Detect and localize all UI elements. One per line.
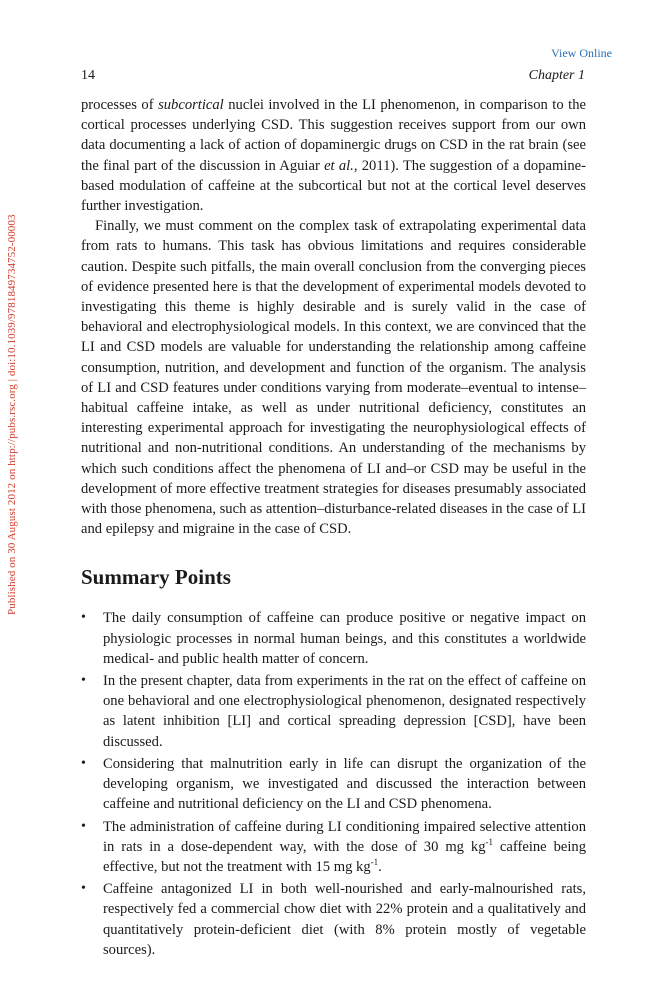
running-header — [81, 68, 585, 86]
summary-point-3-text: Considering that malnutrition early in life can disrupt the organization of the developing organism, we investigated and discussed the interaction between caffeine and nutritional deficiency on the LI and CSD phenomena. — [103, 755, 586, 813]
bullet-icon: • — [81, 755, 86, 771]
summary-point-3 — [81, 754, 586, 815]
para1-text-a: processes of — [81, 97, 159, 113]
doi-citation[interactable]: Published on 30 August 2012 on http://pubs.rsc.org | doi:10.1039/9781849734752-00003 — [6, 214, 18, 615]
para1-text-c: , 2011). The suggestion of a dopamine-based modulation of caffeine at the subcortical but not at the cortical level deserves further investigation. — [81, 157, 586, 215]
summary-point-4-text-c: . — [378, 858, 382, 875]
superscript-minus-one: -1 — [485, 836, 493, 847]
paragraph-2: Finally, we must comment on the complex task of extrapolating experimental data from rats to humans. This task has obvious limitations and requires considerable caution. Despite such pitfalls, the main overall conclusion from the converging pieces of evidence presented here is that the development of experimental models devoted to investigating this theme is highly desirable and is surely valid in the case of behavioral and electrophysiological models. In this context, we are convinced that the LI and CSD models are valuable for understanding the relationship among caffeine consumption, nutrition, and development and function of the organism. The analysis of LI and CSD features under conditions varying from moderate–eventual to intense–habitual caffeine intake, as well as under nutritional deficiency, constitutes an interesting experimental approach for investigating the neurophysiological effects of nutritional and non-nutritional conditions. An understanding of the mechanisms by which such conditions affect the phenomena of LI and–or CSD may be useful in the development of more effective treatment strategies for diseases presumably associated with those phenomena, such as attention–disturbance-related diseases in the case of LI and epilepsy and migraine in the case of CSD. — [81, 218, 586, 538]
bullet-icon: • — [81, 818, 86, 834]
summary-heading: Summary Points — [81, 565, 231, 590]
bullet-icon: • — [81, 610, 86, 626]
summary-point-4-text-b: caffeine being effective, but not the treatment with 15 mg kg — [103, 838, 586, 875]
doi-sidebar — [6, 185, 20, 615]
superscript-minus-one: -1 — [370, 857, 379, 868]
para1-text-b: nuclei involved in the LI phenomenon, in comparison to the cortical processes underlying CSD. This suggestion receives support from our own data documenting a lack of action of dopaminergic drugs on CSD in the rat brain (see the final part of the discussion in Aguiar — [81, 97, 586, 174]
summary-point-2-text: In the present chapter, data from experiments in the rat on the effect of caffeine on one behavioral and one electrophysiological phenomenon, designated respectively as latent inhibition [LI] and cortical spreading depression [CSD], have been discussed. — [103, 673, 586, 750]
paragraph-1 — [81, 95, 586, 216]
bullet-icon: • — [81, 881, 86, 897]
summary-point-5 — [81, 879, 586, 960]
page-body — [81, 95, 586, 962]
page-number: 14 — [81, 68, 95, 83]
summary-point-2 — [81, 671, 586, 752]
summary-point-5-text: Caffeine antagonized LI in both well-nourished and early-malnourished rats, respectively fed a commercial chow diet with 22% protein and a qualitatively and quantitatively protein-deficient diet (with 8% protein mostly of vegetable sources). — [103, 881, 586, 958]
summary-point-4-text-a: The administration of caffeine during LI conditioning impaired selective attention in rats in a dose-dependent way, with the dose of 30 mg kg — [103, 818, 586, 855]
summary-point-1 — [81, 608, 586, 669]
summary-points-list — [81, 608, 586, 959]
summary-point-4 — [81, 817, 586, 878]
para1-em-etal: et al. — [324, 157, 354, 174]
view-online-link[interactable]: View Online — [551, 46, 612, 60]
chapter-label: Chapter 1 — [528, 68, 585, 83]
summary-point-1-text: The daily consumption of caffeine can produce positive or negative impact on physiologic processes in normal human beings, and this constitutes a worldwide medical- and public health matter of concern. — [103, 610, 586, 667]
para1-em-subcortical: subcortical — [158, 97, 224, 113]
bullet-icon: • — [81, 673, 86, 689]
